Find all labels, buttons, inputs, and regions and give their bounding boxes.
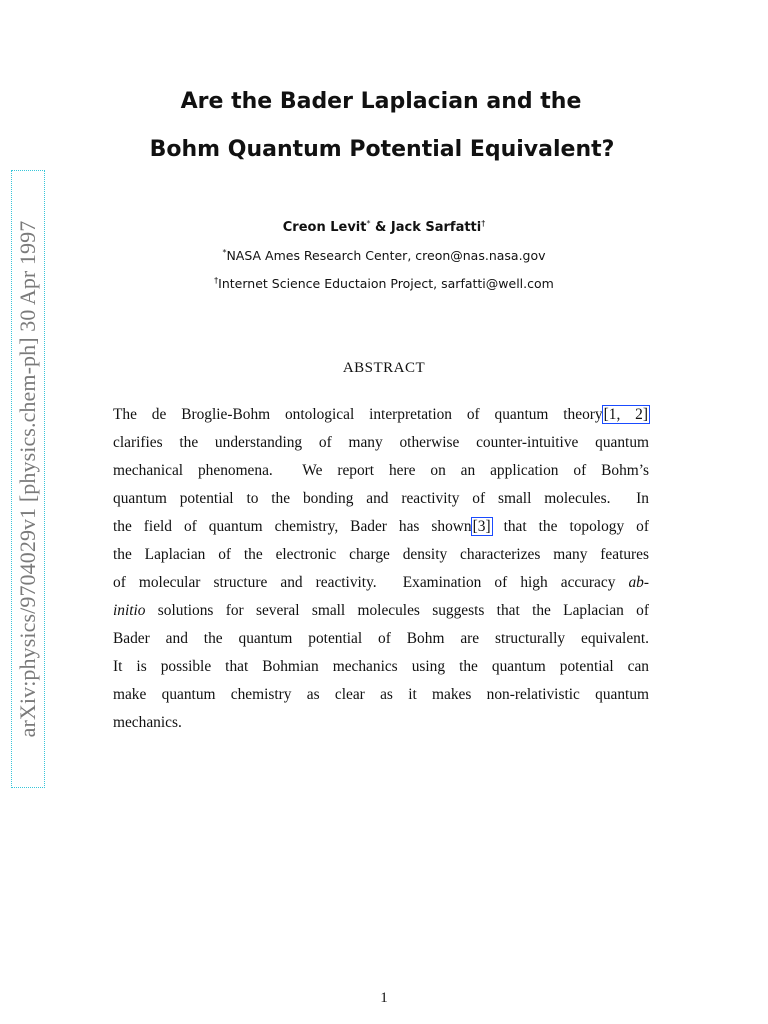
abstract-body — [113, 401, 649, 737]
abstract-line: It is possible that Bohmian mechanics using the quantum potential can — [113, 658, 649, 675]
abstract-emphasis: ab- — [628, 574, 649, 591]
abstract-text: The de Broglie-Bohm ontological interpretation of quantum theory — [113, 406, 603, 423]
abstract-text: of molecular structure and reactivity. Examination of high accuracy — [113, 574, 629, 591]
author-sarfatti-mark: † — [481, 219, 486, 228]
citation-number[interactable]: 2 — [635, 406, 643, 423]
paper-title-line-2: Bohm Quantum Potential Equivalent? — [149, 137, 615, 162]
abstract-line: quantum potential to the bonding and reactivity of small molecules. In — [113, 490, 649, 507]
paper-title-line-1: Are the Bader Laplacian and the — [180, 89, 582, 114]
citation-separator: , — [616, 406, 636, 423]
author-sarfatti: Jack Sarfatti — [390, 220, 482, 235]
abstract-heading: ABSTRACT — [342, 360, 426, 376]
abstract-line — [113, 513, 649, 541]
affiliation-nasa — [0, 248, 768, 263]
abstract-emphasis: initio — [113, 602, 146, 619]
citation-link[interactable]: [1, 2] — [603, 406, 648, 423]
affiliation-nasa-text: NASA Ames Research Center, creon@nas.nasa.gov — [226, 248, 546, 263]
abstract-text: solutions for several small molecules suggests that the Laplacian of — [145, 602, 649, 619]
abstract-text: that the topology of — [491, 518, 649, 535]
abstract-line: the Laplacian of the electronic charge density characterizes many features — [113, 546, 649, 563]
affiliation-nasa-mark: * — [222, 248, 227, 257]
citation-link[interactable]: [3] — [472, 518, 491, 535]
abstract-line — [113, 401, 649, 429]
page-number: 1 — [380, 990, 388, 1006]
abstract-line: make quantum chemistry as clear as it makes non-relativistic quantum — [113, 686, 649, 703]
abstract-line — [113, 569, 649, 597]
citation-number[interactable]: 1 — [608, 406, 617, 423]
author-separator: & — [370, 220, 391, 235]
abstract-line: clarifies the understanding of many otherwise counter-intuitive quantum — [113, 434, 649, 451]
abstract-line: mechanical phenomena. We report here on an application of Bohm’s — [113, 462, 649, 479]
affiliation-isep-text: Internet Science Eductaion Project, sarfatti@well.com — [218, 276, 554, 291]
author-levit-mark: * — [366, 219, 371, 228]
author-levit: Creon Levit — [282, 220, 367, 235]
arxiv-identifier[interactable]: arXiv:physics/9704029v1 [physics.chem-ph] 30 Apr 1997 — [15, 220, 40, 738]
abstract-line — [113, 597, 649, 625]
author-list — [0, 219, 768, 235]
affiliation-isep — [0, 276, 768, 291]
abstract-line: mechanics. — [113, 714, 182, 731]
abstract-line: Bader and the quantum potential of Bohm are structurally equivalent. — [113, 630, 649, 647]
abstract-text: the field of quantum chemistry, Bader has shown — [113, 518, 472, 535]
citation-number[interactable]: 3 — [477, 518, 486, 535]
affiliation-isep-mark: † — [214, 276, 219, 285]
